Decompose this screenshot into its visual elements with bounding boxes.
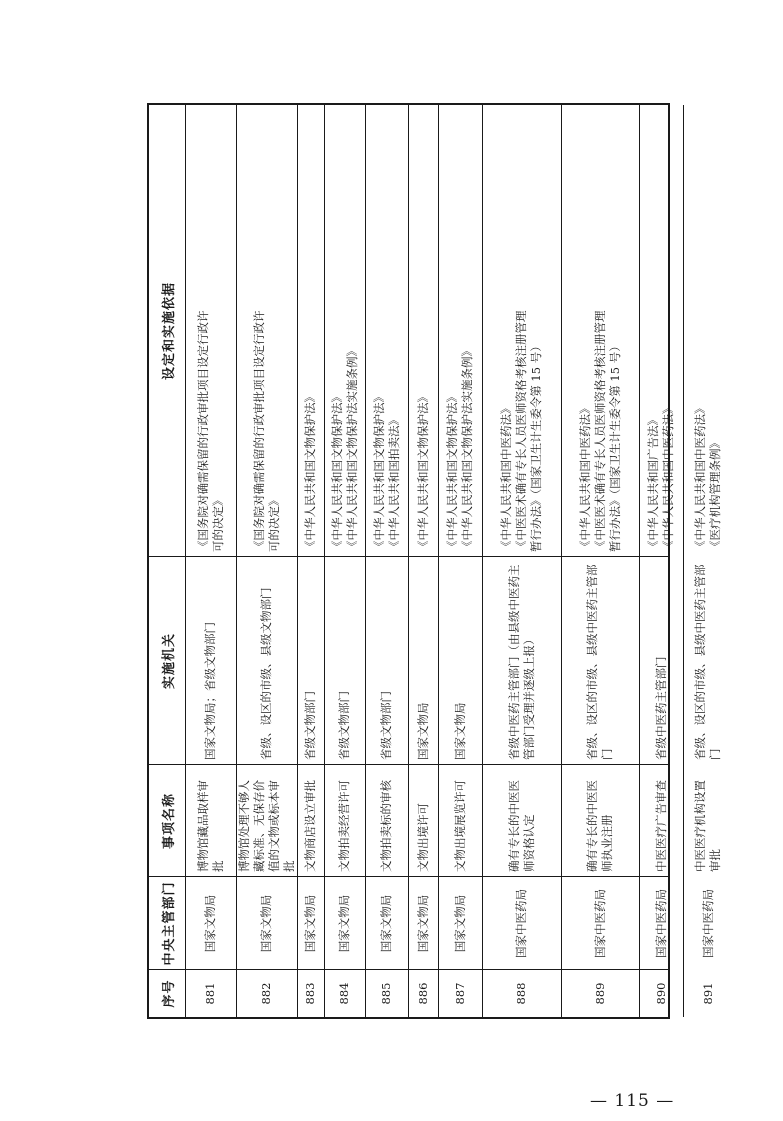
cell-text: 省级文物部门	[379, 691, 393, 760]
cell-text: 国家中医药局	[592, 889, 607, 958]
cell-agency	[438, 557, 482, 765]
header-agency: 实施机关	[161, 633, 177, 690]
cell-seq	[639, 970, 683, 1017]
approval-items-table	[147, 103, 722, 1019]
cell-text: 中医医疗广告审查	[653, 780, 668, 872]
header-basis: 设定和实施依据	[161, 282, 177, 381]
cell-text: 国家文物局	[379, 894, 393, 953]
cell-text: 文物商店设立审批	[303, 780, 317, 872]
cell-seq	[683, 970, 733, 1017]
cell-item	[236, 765, 297, 877]
cell-text: 890	[653, 982, 668, 1005]
cell-text: 884	[337, 982, 351, 1005]
cell-item	[482, 765, 561, 877]
basis-line: 《中医医术确有专长人员医师资格考核注册管理	[514, 310, 528, 552]
cell-text: 中医医疗机构设置审批	[693, 780, 722, 872]
cell-dept	[639, 877, 683, 970]
cell-item	[438, 765, 482, 877]
cell-dept	[185, 877, 236, 970]
cell-basis	[408, 105, 438, 557]
basis-line: 可的决定》	[210, 494, 225, 552]
cell-item	[639, 765, 683, 877]
cell-text: 国家文物局	[259, 894, 273, 953]
basis-line: 《国务院对确需保留的行政审批项目设定行政许	[251, 310, 266, 552]
cell-text: 省级、设区的市级、县级中医药主管部门	[693, 564, 722, 760]
cell-text: 国家文物局	[203, 894, 217, 953]
cell-seq	[185, 970, 236, 1017]
basis-line: 《中华人民共和国文物保护法》	[371, 391, 386, 552]
cell-seq	[438, 970, 482, 1017]
cell-agency	[408, 557, 438, 765]
cell-text: 文物出境展览许可	[452, 780, 467, 872]
cell-basis	[683, 105, 733, 557]
cell-item	[561, 765, 639, 877]
basis-line: 《中华人民共和国中医药法》	[577, 402, 592, 552]
cell-basis	[236, 105, 297, 557]
cell-text: 国家文物局	[415, 894, 430, 953]
cell-text: 882	[259, 982, 273, 1005]
cell-text: 省级中医药主管部门（由县级中医药主管部门受理并逐级上报）	[506, 564, 536, 760]
cell-text: 国家中医药局	[700, 889, 715, 958]
cell-dept	[683, 877, 733, 970]
cell-basis	[639, 105, 683, 557]
basis-line: 《中华人民共和国文物保护法》	[303, 391, 317, 552]
basis-line: 《中华人民共和国拍卖法》	[386, 414, 401, 552]
header-dept: 中央主管部门	[161, 881, 177, 966]
cell-text: 887	[452, 982, 467, 1005]
cell-text: 885	[379, 982, 393, 1005]
cell-dept	[324, 877, 365, 970]
cell-agency	[185, 557, 236, 765]
cell-seq	[365, 970, 408, 1017]
cell-agency	[561, 557, 639, 765]
cell-text: 文物拍卖经营许可	[337, 780, 351, 872]
cell-item	[185, 765, 236, 877]
cell-text: 886	[415, 982, 430, 1005]
basis-line: 《中医医术确有专长人员医师资格考核注册管理	[592, 310, 607, 552]
cell-text: 国家文物局	[303, 894, 317, 953]
cell-basis	[561, 105, 639, 557]
page-number: — 115 —	[590, 1091, 675, 1111]
basis-line: 《中华人民共和国文物保护法》	[415, 391, 430, 552]
cell-dept	[365, 877, 408, 970]
cell-agency	[639, 557, 683, 765]
cell-agency	[365, 557, 408, 765]
cell-dept	[482, 877, 561, 970]
cell-text: 国家中医药局	[653, 889, 668, 958]
cell-text: 889	[592, 982, 607, 1005]
cell-basis	[438, 105, 482, 557]
cell-seq	[408, 970, 438, 1017]
basis-line: 《中华人民共和国中医药法》	[499, 402, 513, 552]
cell-text: 国家文物局；省级文物部门	[203, 622, 217, 760]
cell-item	[683, 765, 733, 877]
cell-basis	[185, 105, 236, 557]
cell-text: 891	[700, 982, 715, 1005]
header-seq: 序号	[161, 979, 177, 1008]
basis-line: 可的决定》	[266, 494, 281, 552]
basis-line: 《中华人民共和国广告法》	[646, 414, 660, 552]
cell-text: 文物拍卖标的审核	[379, 780, 393, 872]
basis-line: 《中华人民共和国文物保护法实施条例》	[460, 345, 474, 552]
cell-agency	[482, 557, 561, 765]
cell-text: 省级文物部门	[303, 691, 317, 760]
cell-text: 883	[303, 982, 317, 1005]
cell-text: 881	[203, 982, 217, 1005]
cell-text: 国家文物局	[452, 702, 467, 760]
cell-seq	[482, 970, 561, 1017]
cell-text: 国家文物局	[452, 894, 467, 953]
cell-seq	[324, 970, 365, 1017]
basis-line: 《中华人民共和国中医药法》	[661, 402, 675, 552]
cell-text: 省级、设区的市级、县级文物部门	[259, 587, 273, 760]
basis-line: 《中华人民共和国文物保护法》	[445, 391, 459, 552]
cell-item	[297, 765, 324, 877]
cell-dept	[297, 877, 324, 970]
cell-seq	[561, 970, 639, 1017]
cell-text: 国家文物局	[337, 894, 351, 953]
cell-seq	[236, 970, 297, 1017]
cell-agency	[683, 557, 733, 765]
cell-basis	[297, 105, 324, 557]
basis-line: 暂行办法》（国家卫生计生委令第 15 号）	[529, 340, 543, 552]
cell-text: 省级、设区的市级、县级中医药主管部门	[585, 564, 614, 760]
cell-text: 888	[514, 982, 528, 1005]
cell-basis	[365, 105, 408, 557]
basis-line: 《中华人民共和国文物保护法实施条例》	[344, 345, 359, 552]
cell-basis	[482, 105, 561, 557]
cell-dept	[408, 877, 438, 970]
basis-line: 暂行办法》（国家卫生计生委令第 15 号）	[607, 340, 622, 552]
basis-line: 《医疗机构管理条例》	[708, 437, 722, 552]
cell-basis	[324, 105, 365, 557]
cell-text: 国家中医药局	[514, 889, 528, 958]
cell-text: 省级中医药主管部门	[653, 656, 668, 760]
cell-agency	[236, 557, 297, 765]
cell-text: 确有专长的中医医师执业注册	[585, 780, 614, 872]
cell-agency	[324, 557, 365, 765]
cell-text: 博物馆处理不够人藏标准、无保存价值的文物或标本审批	[236, 780, 296, 872]
cell-agency	[297, 557, 324, 765]
cell-text: 文物出境许可	[415, 803, 430, 872]
cell-text: 确有专长的中医医师资格认定	[506, 780, 536, 872]
cell-seq	[297, 970, 324, 1017]
basis-line: 《中华人民共和国中医药法》	[693, 402, 707, 552]
header-item: 事项名称	[161, 793, 177, 850]
cell-item	[365, 765, 408, 877]
cell-text: 省级文物部门	[337, 691, 351, 760]
cell-dept	[561, 877, 639, 970]
cell-dept	[438, 877, 482, 970]
cell-item	[408, 765, 438, 877]
cell-text: 博物馆藏品取样审批	[195, 780, 225, 872]
cell-dept	[236, 877, 297, 970]
basis-line: 《国务院对确需保留的行政审批项目设定行政许	[195, 310, 210, 552]
basis-line: 《中华人民共和国文物保护法》	[329, 391, 344, 552]
cell-item	[324, 765, 365, 877]
cell-text: 国家文物局	[415, 702, 430, 760]
